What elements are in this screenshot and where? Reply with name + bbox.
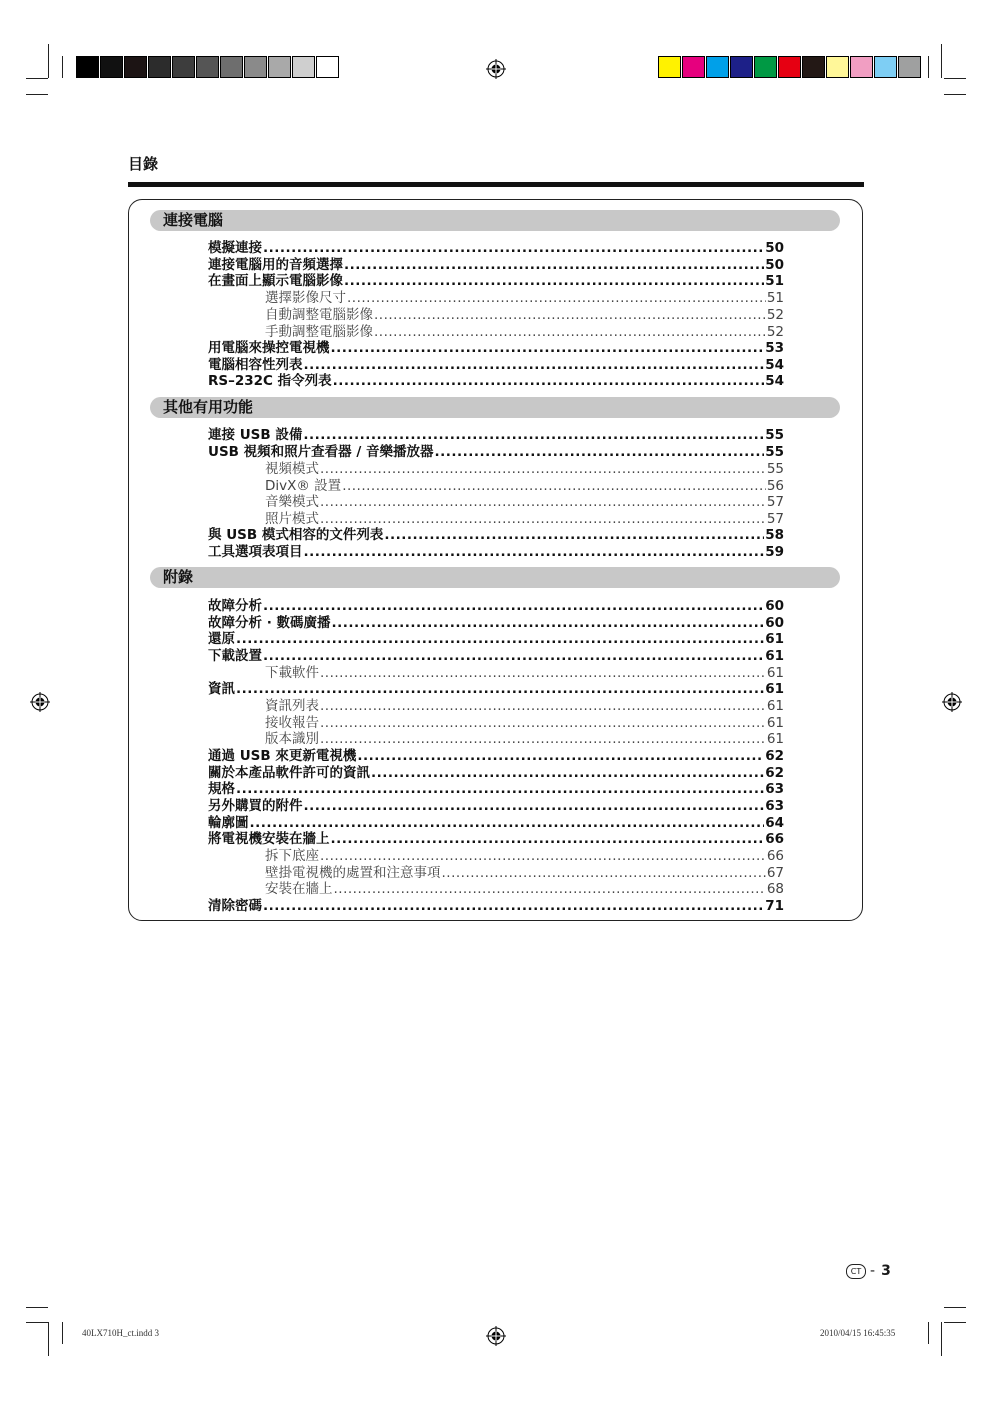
toc-entry-label: 連接電腦用的音頻選擇 [208, 257, 343, 273]
color-swatch [148, 56, 171, 78]
dot-leader [344, 273, 764, 289]
toc-entry[interactable] [208, 240, 784, 256]
toc-entry-label: 模擬連接 [208, 240, 262, 256]
toc-entry-label: 故障分析 · 數碼廣播 [208, 615, 331, 631]
color-swatch [292, 56, 315, 78]
toc-entry-page: 57 [766, 494, 784, 510]
toc-entry[interactable] [208, 898, 784, 914]
toc-entry-page: 61 [766, 731, 784, 747]
dot-leader [320, 494, 766, 510]
color-swatch [850, 56, 873, 78]
dot-leader [304, 544, 765, 560]
section-header-bar [150, 567, 840, 588]
toc-entry-page: 67 [766, 865, 784, 881]
dot-leader [320, 715, 766, 731]
toc-entry[interactable] [265, 511, 784, 527]
color-swatch [124, 56, 147, 78]
dot-leader [263, 648, 764, 664]
toc-entry[interactable] [208, 373, 784, 389]
toc-entry-page: 58 [765, 527, 784, 543]
color-swatch [898, 56, 921, 78]
color-swatch [778, 56, 801, 78]
toc-entry[interactable] [208, 815, 784, 831]
toc-entry-label: 還原 [208, 631, 235, 647]
toc-entry-page: 60 [765, 598, 784, 614]
section-title: 連接電腦 [163, 211, 224, 229]
toc-entry-page: 59 [765, 544, 784, 560]
dot-leader [357, 748, 764, 764]
toc-entry-page: 51 [765, 273, 784, 289]
toc-entry[interactable] [208, 765, 784, 781]
dot-leader [263, 240, 764, 256]
toc-entry-label: 手動調整電腦影像 [265, 324, 373, 340]
toc-entry[interactable] [208, 340, 784, 356]
toc-entry-label: 接收報告 [265, 715, 319, 731]
color-swatch [268, 56, 291, 78]
dot-leader [344, 257, 764, 273]
toc-entry[interactable] [265, 290, 784, 306]
toc-entry-label: 另外購買的附件 [208, 798, 303, 814]
toc-entry-label: 壁掛電視機的處置和注意事項 [265, 865, 441, 881]
toc-entry-label: 通過 USB 來更新電視機 [208, 748, 357, 764]
toc-entry-label: 自動調整電腦影像 [265, 307, 373, 323]
dot-leader [347, 290, 766, 306]
toc-entry-page: 52 [766, 324, 784, 340]
toc-entry-page: 51 [766, 290, 784, 306]
dot-leader [374, 307, 766, 323]
section-header-bar [150, 397, 840, 418]
toc-entry-label: 資訊 [208, 681, 235, 697]
toc-entry-label: 電腦相容性列表 [208, 357, 303, 373]
dot-leader [236, 631, 764, 647]
toc-entry[interactable] [208, 273, 784, 289]
toc-entry-label: 與 USB 模式相容的文件列表 [208, 527, 384, 543]
dot-leader [320, 698, 766, 714]
color-swatch [658, 56, 681, 78]
toc-entry-page: 63 [765, 798, 784, 814]
toc-entry[interactable] [208, 648, 784, 664]
toc-entry[interactable] [265, 848, 784, 864]
toc-entry-label: 關於本產品軟件許可的資訊 [208, 765, 370, 781]
toc-entry-label: 音樂模式 [265, 494, 319, 510]
color-swatch [316, 56, 339, 78]
toc-entry[interactable] [208, 257, 784, 273]
toc-entry[interactable] [208, 781, 784, 797]
color-swatch [172, 56, 195, 78]
toc-entry[interactable] [265, 715, 784, 731]
toc-entry-page: 61 [766, 715, 784, 731]
toc-entry-label: 工具選項表項目 [208, 544, 303, 560]
registration-mark-icon [30, 692, 50, 712]
dot-leader [374, 324, 766, 340]
section-title: 附錄 [163, 568, 194, 586]
slug-filename: 40LX710H_ct.indd 3 [82, 1328, 159, 1338]
toc-entry-page: 60 [765, 615, 784, 631]
dot-leader [320, 665, 766, 681]
toc-entry-label: 規格 [208, 781, 235, 797]
dot-leader [342, 478, 766, 494]
dot-leader [250, 815, 765, 831]
toc-entry-page: 50 [765, 240, 784, 256]
toc-entry-page: 50 [765, 257, 784, 273]
color-swatch [682, 56, 705, 78]
color-swatch [730, 56, 753, 78]
toc-entry-label: 用電腦來操控電視機 [208, 340, 330, 356]
toc-entry-page: 63 [765, 781, 784, 797]
dot-leader [332, 615, 765, 631]
toc-entry-page: 57 [766, 511, 784, 527]
toc-entry[interactable] [208, 615, 784, 631]
toc-entry-page: 62 [765, 748, 784, 764]
toc-entry-page: 68 [766, 881, 784, 897]
page-title: 目錄 [128, 155, 159, 173]
toc-entry-page: 64 [765, 815, 784, 831]
toc-entry-label: 選擇影像尺寸 [265, 290, 346, 306]
dot-leader [263, 598, 764, 614]
toc-entry-label: 照片模式 [265, 511, 319, 527]
toc-entry-page: 54 [765, 357, 784, 373]
toc-entry-label: DivX® 設置 [265, 478, 342, 494]
toc-entry-page: 66 [765, 831, 784, 847]
registration-mark-icon [486, 1326, 506, 1346]
color-swatch [244, 56, 267, 78]
toc-entry-page: 56 [766, 478, 784, 494]
toc-entry[interactable] [208, 427, 784, 443]
toc-entry[interactable] [265, 494, 784, 510]
toc-entry[interactable] [208, 798, 784, 814]
toc-entry-page: 61 [766, 665, 784, 681]
dot-leader [331, 340, 765, 356]
toc-entry[interactable] [208, 748, 784, 764]
toc-entry[interactable] [208, 631, 784, 647]
toc-entry[interactable] [208, 598, 784, 614]
page-separator: - [870, 1263, 876, 1279]
toc-entry-label: 下載設置 [208, 648, 262, 664]
toc-entry[interactable] [265, 324, 784, 340]
dot-leader [236, 781, 764, 797]
dot-leader [320, 511, 766, 527]
section-header-bar [150, 210, 840, 231]
color-swatch [826, 56, 849, 78]
toc-entry[interactable] [265, 307, 784, 323]
toc-entry-label: 故障分析 [208, 598, 262, 614]
registration-mark-icon [942, 692, 962, 712]
color-swatch [754, 56, 777, 78]
toc-entry-page: 61 [765, 681, 784, 697]
toc-entry-page: 55 [765, 444, 784, 460]
color-swatch [100, 56, 123, 78]
dot-leader [320, 848, 766, 864]
toc-entry[interactable] [208, 357, 784, 373]
toc-entry[interactable] [265, 698, 784, 714]
slug-timestamp: 2010/04/15 16:45:35 [820, 1328, 896, 1338]
color-swatch [220, 56, 243, 78]
dot-leader [320, 731, 766, 747]
toc-entry-page: 61 [765, 648, 784, 664]
toc-entry[interactable] [265, 881, 784, 897]
toc-entry-page: 54 [765, 373, 784, 389]
dot-leader [320, 461, 766, 477]
title-rule [128, 182, 864, 187]
dot-leader [333, 373, 765, 389]
toc-entry[interactable] [265, 461, 784, 477]
toc-entry[interactable] [208, 544, 784, 560]
toc-entry-label: 版本識別 [265, 731, 319, 747]
toc-entry[interactable] [265, 478, 784, 494]
dot-leader [334, 881, 766, 897]
dot-leader [442, 865, 766, 881]
toc-entry-label: 安裝在牆上 [265, 881, 333, 897]
toc-entry[interactable] [208, 831, 784, 847]
dot-leader [435, 444, 765, 460]
toc-entry-page: 53 [765, 340, 784, 356]
registration-mark-icon [486, 59, 506, 79]
color-swatch [802, 56, 825, 78]
toc-entry-page: 55 [766, 461, 784, 477]
dot-leader [371, 765, 764, 781]
dot-leader [331, 831, 765, 847]
toc-entry-label: 在畫面上顯示電腦影像 [208, 273, 343, 289]
color-swatch [76, 56, 99, 78]
toc-entry-page: 62 [765, 765, 784, 781]
toc-entry-page: 55 [765, 427, 784, 443]
page-number: 3 [881, 1263, 891, 1279]
toc-entry-label: 清除密碼 [208, 898, 262, 914]
dot-leader [303, 427, 764, 443]
toc-entry[interactable] [265, 731, 784, 747]
toc-entry-label: RS–232C 指令列表 [208, 373, 332, 389]
language-badge: CT [846, 1264, 866, 1279]
color-swatch [196, 56, 219, 78]
grayscale-color-bars [76, 56, 340, 80]
toc-entry-page: 52 [766, 307, 784, 323]
toc-entry-label: 連接 USB 設備 [208, 427, 303, 443]
toc-entry-page: 71 [765, 898, 784, 914]
dot-leader [236, 681, 764, 697]
page-number-block [846, 1263, 891, 1279]
toc-entry-page: 66 [766, 848, 784, 864]
toc-entry[interactable] [208, 527, 784, 543]
color-swatch [706, 56, 729, 78]
toc-entry[interactable] [208, 444, 784, 460]
section-title: 其他有用功能 [163, 398, 254, 416]
dot-leader [263, 898, 764, 914]
toc-entry-label: 拆下底座 [265, 848, 319, 864]
toc-entry-page: 61 [765, 631, 784, 647]
toc-entry-page: 61 [766, 698, 784, 714]
toc-entry-label: USB 視頻和照片查看器 / 音樂播放器 [208, 444, 434, 460]
toc-entry[interactable] [208, 681, 784, 697]
color-swatch [874, 56, 897, 78]
dot-leader [304, 357, 765, 373]
dot-leader [384, 527, 764, 543]
toc-entry-label: 視頻模式 [265, 461, 319, 477]
toc-entry-label: 下載軟件 [265, 665, 319, 681]
toc-entry-label: 輪廓圖 [208, 815, 249, 831]
dot-leader [304, 798, 765, 814]
toc-entry[interactable] [265, 665, 784, 681]
toc-entry-label: 將電視機安裝在牆上 [208, 831, 330, 847]
process-color-bars [658, 56, 922, 80]
toc-entry-label: 資訊列表 [265, 698, 319, 714]
toc-entry[interactable] [265, 865, 784, 881]
